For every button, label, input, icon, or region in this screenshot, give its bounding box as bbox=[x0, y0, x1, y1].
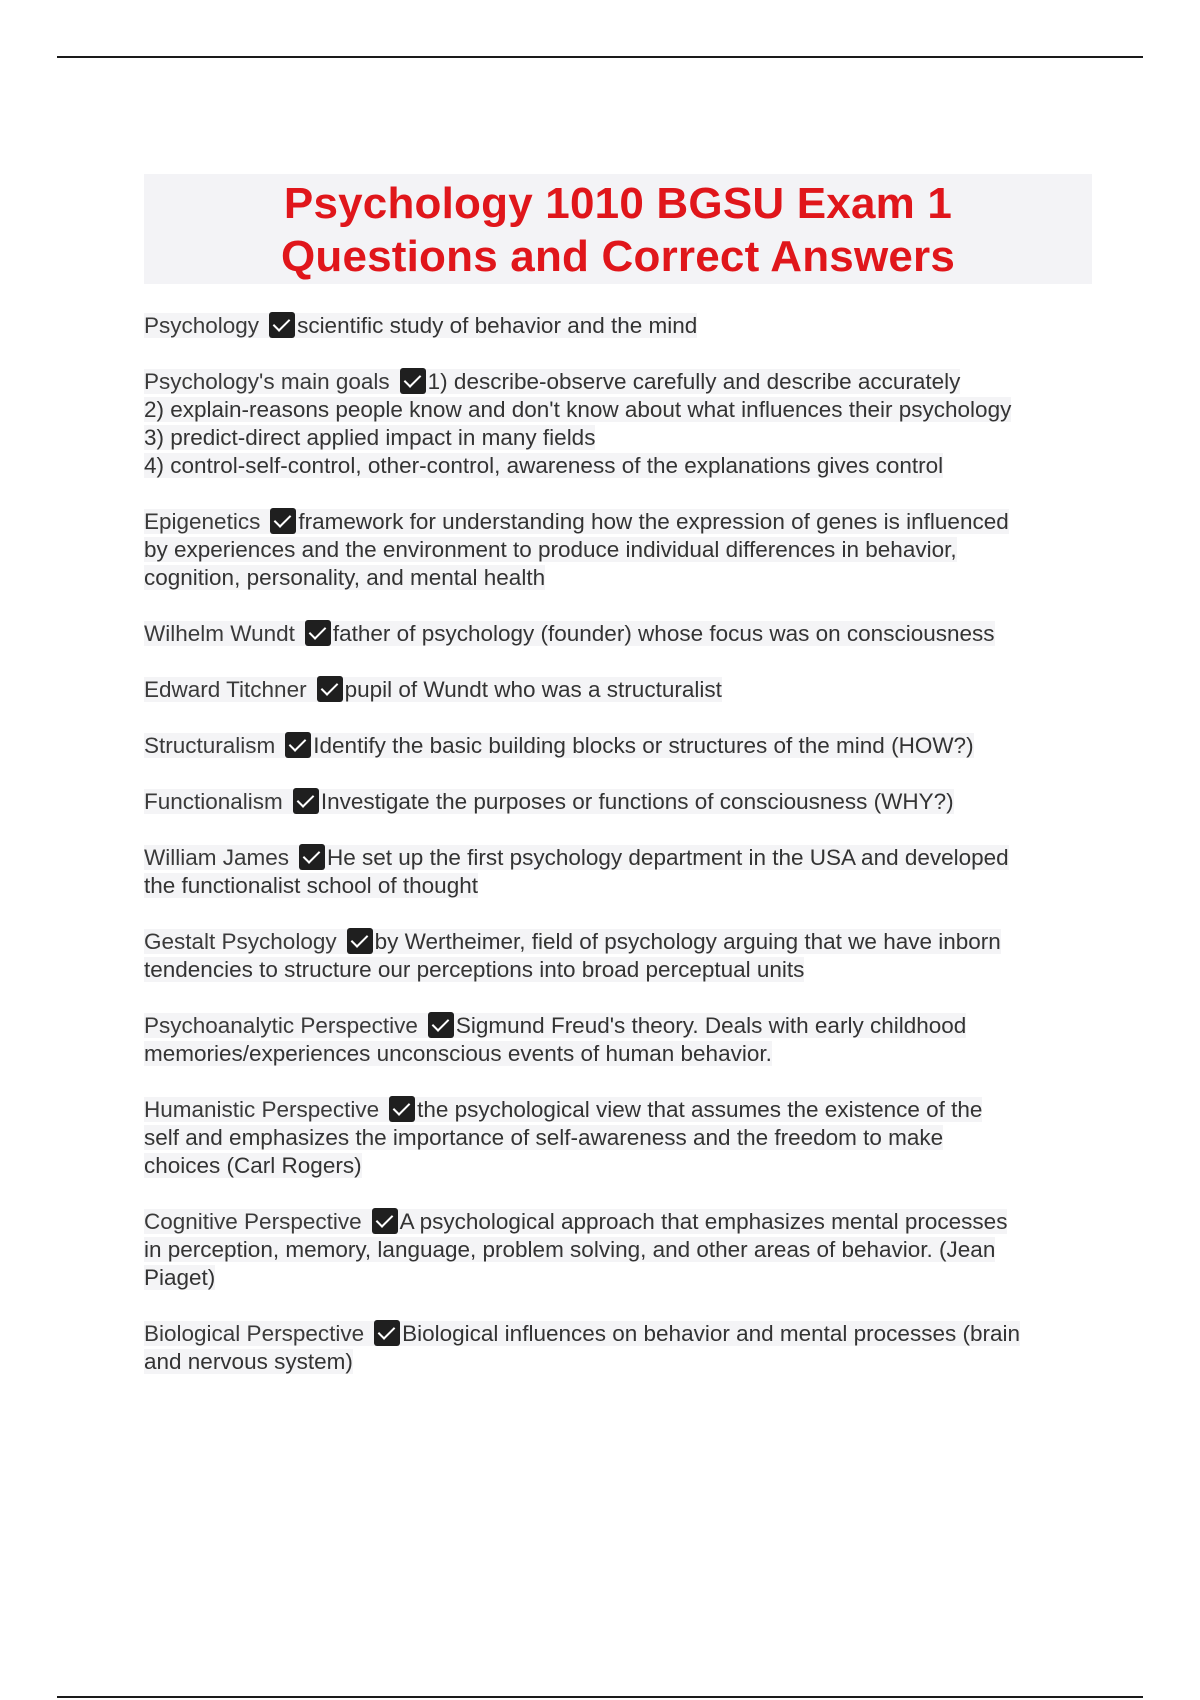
qa-first-line bbox=[144, 368, 1094, 396]
qa-line-highlight bbox=[144, 621, 995, 646]
check-box-icon bbox=[285, 732, 311, 758]
qa-answer-text: by Wertheimer, field of psychology arguing that we have inborn bbox=[374, 929, 1001, 954]
check-box-icon bbox=[317, 676, 343, 702]
qa-answer-text: Investigate the purposes or functions of consciousness (WHY?) bbox=[320, 789, 954, 814]
qa-item bbox=[144, 508, 1094, 592]
qa-first-line bbox=[144, 1012, 1094, 1040]
qa-first-line bbox=[144, 1320, 1094, 1348]
qa-item bbox=[144, 788, 1094, 816]
qa-answer-text: 3) predict-direct applied impact in many fields bbox=[144, 425, 596, 450]
qa-line-highlight bbox=[144, 677, 722, 702]
qa-term: Psychology bbox=[144, 313, 260, 338]
qa-answer-line bbox=[144, 396, 1094, 424]
qa-term: Structuralism bbox=[144, 733, 276, 758]
qa-answer-text: He set up the first psychology department in the USA and developed bbox=[327, 845, 1009, 870]
qa-first-line bbox=[144, 312, 1094, 340]
qa-line-highlight bbox=[144, 369, 960, 394]
qa-term: Humanistic Perspective bbox=[144, 1097, 380, 1122]
qa-line-highlight bbox=[144, 509, 1009, 534]
qa-answer-line bbox=[144, 1152, 1094, 1180]
qa-answer-text: the psychological view that assumes the existence of the bbox=[417, 1097, 983, 1122]
qa-item bbox=[144, 732, 1094, 760]
qa-answer-text: memories/experiences unconscious events of human behavior. bbox=[144, 1041, 772, 1066]
qa-line-highlight bbox=[144, 929, 1001, 954]
qa-item bbox=[144, 1208, 1094, 1292]
qa-item bbox=[144, 620, 1094, 648]
check-box-icon bbox=[400, 368, 426, 394]
check-box-icon bbox=[299, 844, 325, 870]
qa-line-highlight bbox=[144, 845, 1009, 870]
qa-answer-line bbox=[144, 1040, 1094, 1068]
qa-answer-text: pupil of Wundt who was a structuralist bbox=[344, 677, 722, 702]
check-box-icon bbox=[374, 1320, 400, 1346]
qa-line-highlight bbox=[144, 1013, 966, 1038]
qa-answer-text: 2) explain-reasons people know and don't know about what influences their psychology bbox=[144, 397, 1012, 422]
qa-answer-text: scientific study of behavior and the mind bbox=[297, 313, 698, 338]
qa-answer-text: Identify the basic building blocks or structures of the mind (HOW?) bbox=[313, 733, 974, 758]
qa-answer-text: in perception, memory, language, problem solving, and other areas of behavior. (Jean bbox=[144, 1237, 996, 1262]
qa-answer-text: Piaget) bbox=[144, 1265, 216, 1290]
document-title-line-2: Questions and Correct Answers bbox=[280, 232, 956, 281]
qa-first-line bbox=[144, 844, 1094, 872]
qa-answer-text: self and emphasizes the importance of self-awareness and the freedom to make bbox=[144, 1125, 944, 1150]
qa-item bbox=[144, 368, 1094, 480]
qa-answer-text: framework for understanding how the expression of genes is influenced bbox=[298, 509, 1009, 534]
qa-answer-text: father of psychology (founder) whose focus was on consciousness bbox=[332, 621, 995, 646]
check-box-icon bbox=[270, 508, 296, 534]
qa-answer-line bbox=[144, 1264, 1094, 1292]
qa-answer-line bbox=[144, 452, 1094, 480]
qa-answer-line bbox=[144, 872, 1094, 900]
qa-first-line bbox=[144, 620, 1094, 648]
qa-first-line bbox=[144, 1208, 1094, 1236]
qa-line-highlight bbox=[144, 1321, 1020, 1346]
qa-answer-text: choices (Carl Rogers) bbox=[144, 1153, 362, 1178]
qa-term: Psychology's main goals bbox=[144, 369, 390, 394]
qa-answer-text: cognition, personality, and mental health bbox=[144, 565, 546, 590]
qa-item bbox=[144, 312, 1094, 340]
check-box-icon bbox=[305, 620, 331, 646]
qa-answer-line bbox=[144, 536, 1094, 564]
qa-answer-text: by experiences and the environment to produce individual differences in behavior, bbox=[144, 537, 957, 562]
qa-list bbox=[144, 312, 1094, 1404]
title-banner bbox=[144, 174, 1092, 284]
qa-item bbox=[144, 1096, 1094, 1180]
check-box-icon bbox=[269, 312, 295, 338]
qa-answer-text: Biological influences on behavior and mental processes (brain bbox=[402, 1321, 1020, 1346]
qa-answer-text: the functionalist school of thought bbox=[144, 873, 478, 898]
qa-term: Cognitive Perspective bbox=[144, 1209, 362, 1234]
qa-term: Gestalt Psychology bbox=[144, 929, 337, 954]
qa-line-highlight bbox=[144, 789, 954, 814]
qa-answer-line bbox=[144, 1236, 1094, 1264]
qa-term: Wilhelm Wundt bbox=[144, 621, 295, 646]
check-box-icon bbox=[372, 1208, 398, 1234]
qa-answer-text: 4) control-self-control, other-control, awareness of the explanations gives control bbox=[144, 453, 944, 478]
qa-first-line bbox=[144, 928, 1094, 956]
qa-term: Epigenetics bbox=[144, 509, 261, 534]
check-box-icon bbox=[389, 1096, 415, 1122]
qa-answer-line bbox=[144, 1124, 1094, 1152]
qa-term: William James bbox=[144, 845, 290, 870]
qa-item bbox=[144, 676, 1094, 704]
qa-answer-text: and nervous system) bbox=[144, 1349, 353, 1374]
qa-first-line bbox=[144, 788, 1094, 816]
check-box-icon bbox=[293, 788, 319, 814]
qa-term: Functionalism bbox=[144, 789, 283, 814]
qa-first-line bbox=[144, 732, 1094, 760]
qa-term: Psychoanalytic Perspective bbox=[144, 1013, 418, 1038]
qa-answer-text: A psychological approach that emphasizes mental processes bbox=[399, 1209, 1008, 1234]
qa-item bbox=[144, 1320, 1094, 1376]
qa-line-highlight bbox=[144, 313, 697, 338]
qa-answer-line bbox=[144, 956, 1094, 984]
qa-answer-line bbox=[144, 424, 1094, 452]
document-title-line-1: Psychology 1010 BGSU Exam 1 bbox=[283, 179, 953, 228]
qa-term: Biological Perspective bbox=[144, 1321, 365, 1346]
qa-answer-text: 1) describe-observe carefully and describe accurately bbox=[427, 369, 961, 394]
qa-answer-line bbox=[144, 564, 1094, 592]
qa-answer-text: tendencies to structure our perceptions into broad perceptual units bbox=[144, 957, 805, 982]
qa-first-line bbox=[144, 676, 1094, 704]
check-box-icon bbox=[428, 1012, 454, 1038]
qa-first-line bbox=[144, 1096, 1094, 1124]
qa-item bbox=[144, 844, 1094, 900]
qa-line-highlight bbox=[144, 1097, 982, 1122]
top-rule bbox=[57, 56, 1143, 58]
qa-item bbox=[144, 1012, 1094, 1068]
qa-item bbox=[144, 928, 1094, 984]
qa-first-line bbox=[144, 508, 1094, 536]
qa-answer-text: Sigmund Freud's theory. Deals with early childhood bbox=[455, 1013, 967, 1038]
qa-term: Edward Titchner bbox=[144, 677, 307, 702]
check-box-icon bbox=[347, 928, 373, 954]
qa-line-highlight bbox=[144, 733, 974, 758]
qa-line-highlight bbox=[144, 1209, 1007, 1234]
bottom-rule bbox=[57, 1696, 1143, 1698]
qa-answer-line bbox=[144, 1348, 1094, 1376]
